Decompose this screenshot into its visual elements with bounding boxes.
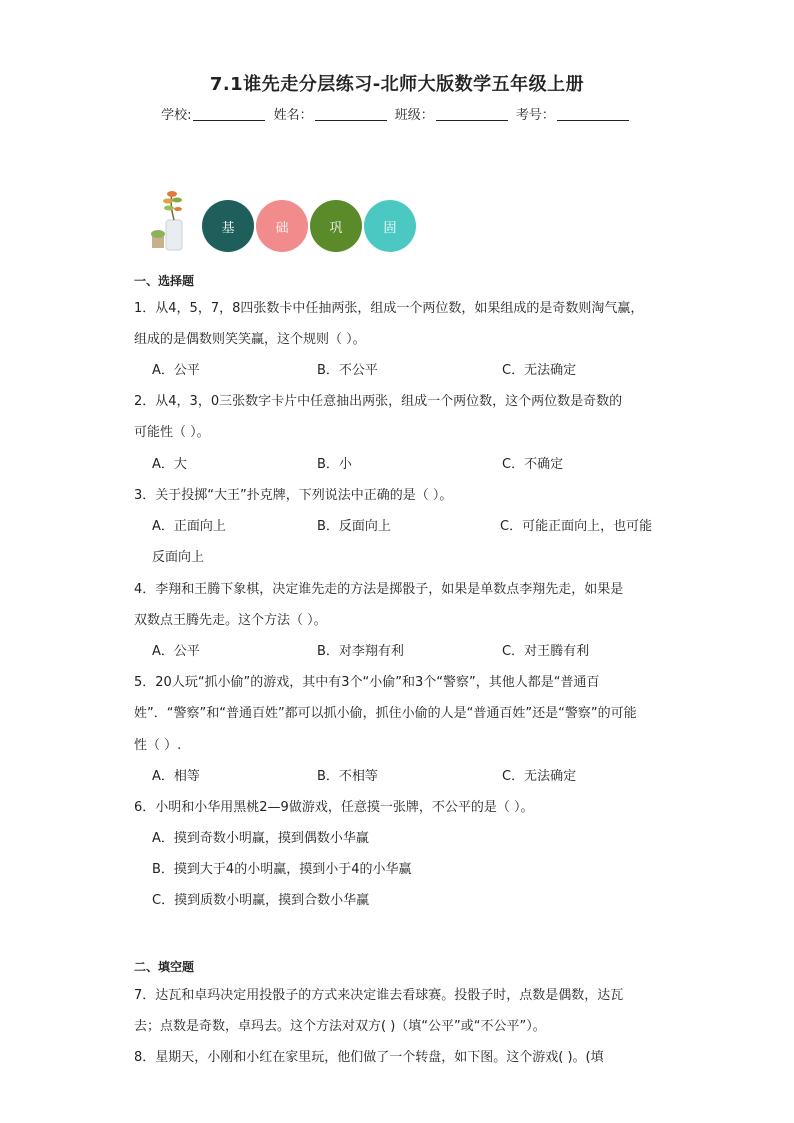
class-blank	[436, 107, 508, 121]
name-blank	[315, 107, 387, 121]
q4-option-b: B．对李翔有利	[317, 644, 404, 659]
q7-line2: 去；点数是奇数，卓玛去。这个方法对双方( )（填“公平”或“不公平”）。	[134, 1019, 546, 1034]
q5-line2: 姓”．“警察”和“普通百姓”都可以抓小偷，抓住小偷的人是“普通百姓”还是“警察”的可能	[134, 706, 637, 721]
q1-line2: 组成的是偶数则笑笑赢，这个规则（ ）。	[134, 332, 366, 347]
exam-label: 考号：	[515, 108, 555, 123]
q3-option-a: A．正面向上	[152, 519, 226, 534]
banner-circle-2: 础	[256, 200, 308, 252]
q6-option-c: C．摸到质数小明赢，摸到合数小华赢	[152, 893, 370, 908]
q5-option-c: C．无法确定	[502, 769, 577, 784]
section-banner	[146, 186, 436, 256]
exam-blank	[557, 107, 629, 121]
q5-line1: 5．20人玩“抓小偷”的游戏，其中有3个“小偷”和3个“警察”，其他人都是“普通百	[134, 675, 600, 690]
q3-option-c-cont: 反面向上	[152, 550, 205, 565]
q5-line3: 性（ ）.	[134, 738, 182, 753]
school-blank	[193, 107, 265, 121]
name-label: 姓名：	[273, 108, 313, 123]
q2-line1: 2．从4，3，0三张数字卡片中任意抽出两张，组成一个两位数，这个两位数是奇数的	[134, 394, 623, 409]
q5-option-a: A．相等	[152, 769, 200, 784]
q2-option-a: A．大	[152, 457, 187, 472]
q2-option-c: C．不确定	[502, 457, 564, 472]
class-label: 班级：	[394, 108, 434, 123]
section-choice-title: 一、选择题	[134, 274, 195, 288]
banner-circle-3: 巩	[310, 200, 362, 252]
q1-option-b: B．不公平	[317, 363, 378, 378]
school-label: 学校:	[161, 108, 192, 123]
q4-line1: 4．李翔和王腾下象棋，决定谁先走的方法是掷骰子，如果是单数点李翔先走，如果是	[134, 582, 624, 597]
q3-option-b: B．反面向上	[317, 519, 391, 534]
q4-line2: 双数点王腾先走。这个方法（ ）。	[134, 613, 327, 628]
banner-circle-4: 固	[364, 200, 416, 252]
q2-line2: 可能性（ ）。	[134, 425, 210, 440]
q7-line1: 7．达瓦和卓玛决定用投骰子的方式来决定谁去看球赛。投骰子时，点数是偶数，达瓦	[134, 988, 624, 1003]
q6-line1: 6．小明和小华用黑桃2—9做游戏，任意摸一张牌，不公平的是（ ）。	[134, 800, 534, 815]
q6-option-b: B．摸到大于4的小明赢，摸到小于4的小华赢	[152, 862, 412, 877]
page-title: 7.1谁先走分层练习-北师大版数学五年级上册	[209, 74, 585, 95]
q4-option-a: A．公平	[152, 644, 200, 659]
q1-option-c: C．无法确定	[502, 363, 577, 378]
banner-circle-1: 基	[202, 200, 254, 252]
q2-option-b: B．小	[317, 457, 352, 472]
potted-plant-icon	[146, 186, 200, 254]
student-info-row	[0, 104, 794, 123]
q8-line1: 8．星期天，小刚和小红在家里玩，他们做了一个转盘，如下图。这个游戏( )。(填	[134, 1050, 604, 1065]
q6-option-a: A．摸到奇数小明赢，摸到偶数小华赢	[152, 831, 369, 846]
q5-option-b: B．不相等	[317, 769, 378, 784]
q1-option-a: A．公平	[152, 363, 200, 378]
q3-option-c: C．可能正面向上，也可能	[500, 519, 653, 534]
section-fill-title: 二、填空题	[134, 960, 195, 974]
q3-line1: 3．关于投掷“大王”扑克牌，下列说法中正确的是（ ）。	[134, 488, 453, 503]
q4-option-c: C．对王腾有利	[502, 644, 590, 659]
q1-line1: 1．从4，5，7，8四张数卡中任抽两张，组成一个两位数，如果组成的是奇数则淘气赢，	[134, 301, 644, 316]
